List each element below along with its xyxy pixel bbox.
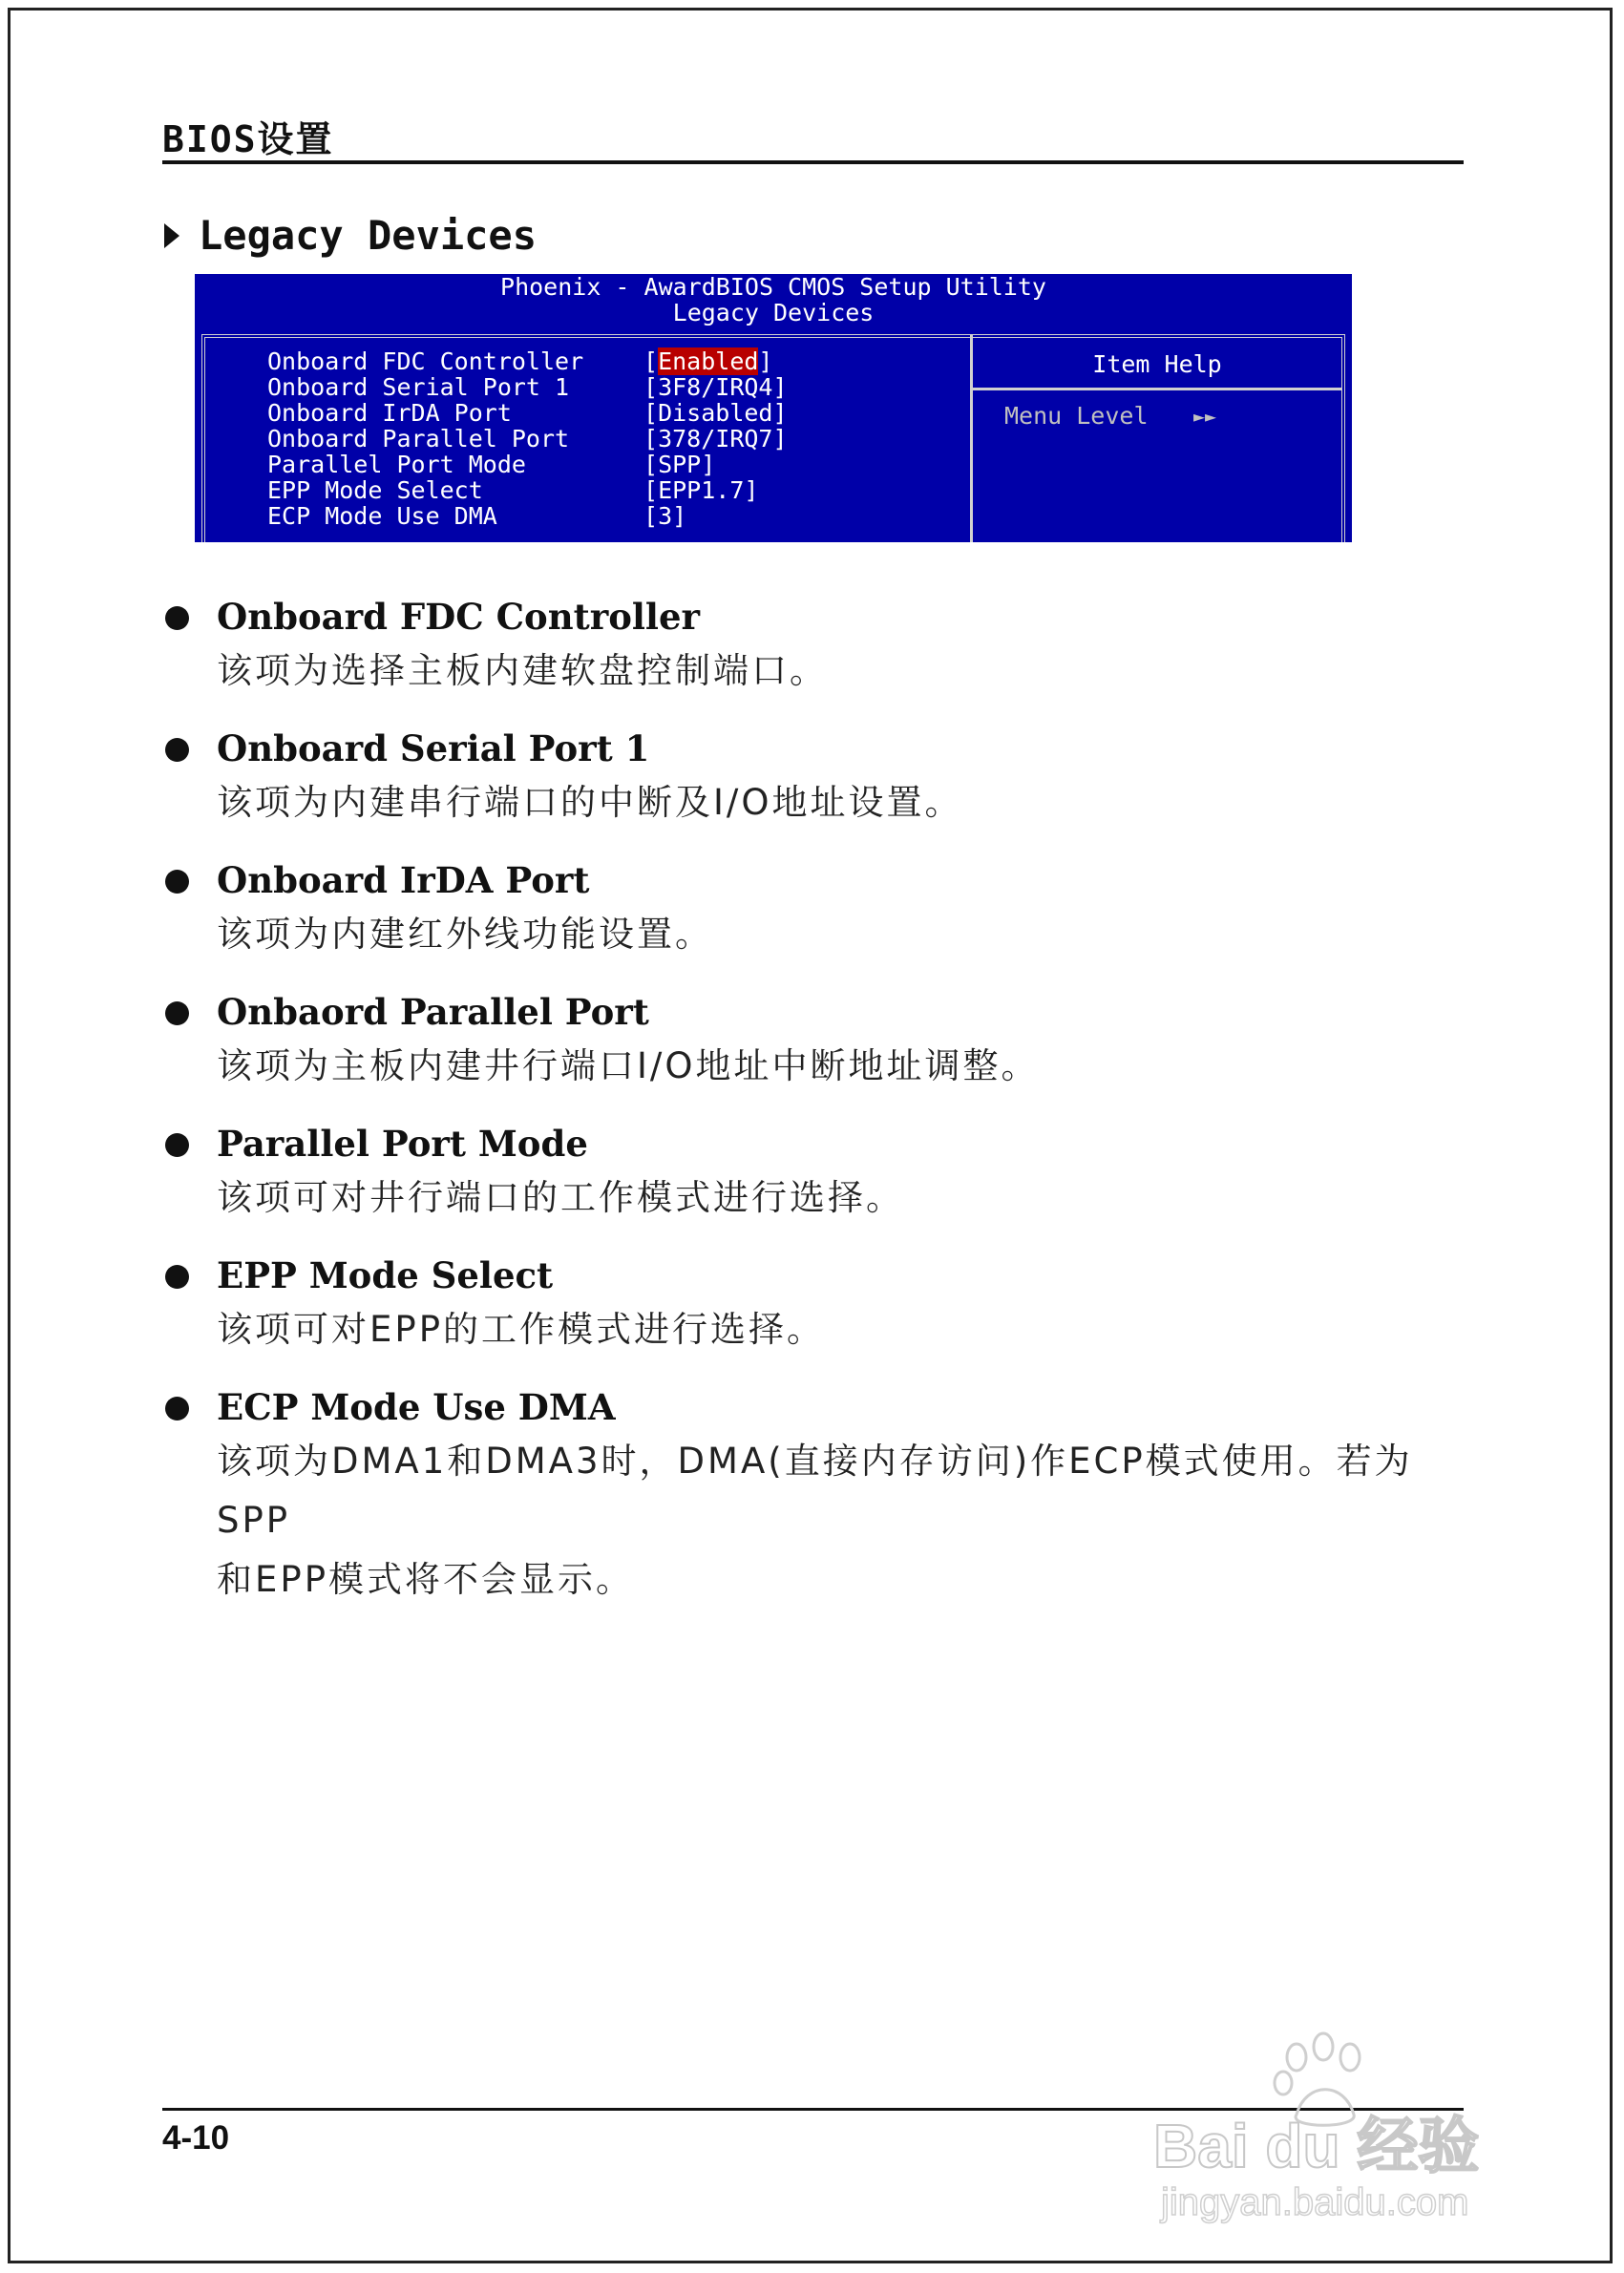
bios-item-ecp-dma[interactable]: ECP Mode Use DMA <box>267 502 497 530</box>
item-description: 和EPP模式将不会显示。 <box>217 1559 635 1600</box>
item-description: 该项为内建串行端口的中断及I/O地址设置。 <box>217 782 963 823</box>
bios-value-parallel-port[interactable]: [378/IRQ7] <box>643 425 788 452</box>
item-description: 该项为主板内建井行端口I/O地址中断地址调整。 <box>217 1045 1040 1086</box>
bios-item-fdc-controller[interactable]: Onboard FDC Controller <box>267 347 584 375</box>
bullet-icon <box>165 1397 189 1421</box>
bios-value-serial-port[interactable]: [3F8/IRQ4] <box>643 373 788 401</box>
bullet-icon <box>165 1133 189 1157</box>
item-term: Onboard Serial Port 1 <box>217 727 650 769</box>
list-item <box>162 724 1461 832</box>
page-header: BIOS设置 <box>162 118 334 160</box>
list-item <box>162 1119 1461 1228</box>
list-item <box>162 1382 1461 1610</box>
item-term: Onboard IrDA Port <box>217 859 590 901</box>
bios-value-irda-port[interactable]: [Disabled] <box>643 399 788 427</box>
baidu-watermark-logo <box>1153 2024 1535 2224</box>
item-description: 该项为内建红外线功能设置。 <box>217 914 713 955</box>
triangle-bullet-icon <box>164 223 179 248</box>
item-description: 该项为选择主板内建软盘控制端口。 <box>217 650 828 691</box>
list-item <box>162 1251 1461 1359</box>
item-description: 该项可对井行端口的工作模式进行选择。 <box>217 1177 904 1218</box>
page-number: 4-10 <box>162 2119 230 2157</box>
watermark-url: jingyan.baidu.com <box>1161 2181 1469 2223</box>
header-rule <box>162 160 1464 164</box>
item-help-title: Item Help <box>1092 350 1222 378</box>
bios-item-parallel-port[interactable]: Onboard Parallel Port <box>267 425 570 452</box>
help-divider <box>973 388 1341 390</box>
bios-value-parallel-mode[interactable]: [SPP] <box>643 451 716 478</box>
menu-level-arrows-icon: ►► <box>1193 405 1217 428</box>
bios-value-ecp-dma[interactable]: [3] <box>643 502 687 530</box>
item-description: 该项为DMA1和DMA3时，DMA(直接内存访问)作ECP模式使用。若为SPP <box>217 1441 1413 1541</box>
item-term: Onboard FDC Controller <box>217 596 701 638</box>
list-item <box>162 987 1461 1096</box>
bios-title: Phoenix - AwardBIOS CMOS Setup Utility <box>500 274 1046 301</box>
selected-value-highlight: Enabled <box>658 347 759 375</box>
bullet-icon <box>165 870 189 894</box>
list-item <box>162 855 1461 964</box>
description-list <box>162 592 1461 1632</box>
bullet-icon <box>165 606 189 630</box>
item-description: 该项可对EPP的工作模式进行选择。 <box>217 1309 826 1350</box>
bios-item-parallel-mode[interactable]: Parallel Port Mode <box>267 451 526 478</box>
menu-level-label: Menu Level <box>1004 402 1149 430</box>
watermark-text: Bai du 经验 <box>1153 2112 1480 2180</box>
bullet-icon <box>165 1001 189 1025</box>
bios-item-irda-port[interactable]: Onboard IrDA Port <box>267 399 512 427</box>
bios-subtitle: Legacy Devices <box>672 299 875 326</box>
bios-value-fdc-controller[interactable]: [Enabled] <box>643 347 773 375</box>
bios-item-serial-port[interactable]: Onboard Serial Port 1 <box>267 373 570 401</box>
bullet-icon <box>165 738 189 762</box>
item-term: Onbaord Parallel Port <box>217 991 649 1033</box>
item-term: Parallel Port Mode <box>217 1123 588 1165</box>
bullet-icon <box>165 1265 189 1289</box>
list-item <box>162 592 1461 701</box>
bios-value-epp-mode[interactable]: [EPP1.7] <box>643 476 759 504</box>
bios-screenshot <box>195 274 1352 542</box>
section-title: Legacy Devices <box>199 212 538 259</box>
bios-item-epp-mode[interactable]: EPP Mode Select <box>267 476 483 504</box>
item-term: EPP Mode Select <box>217 1254 554 1296</box>
item-term: ECP Mode Use DMA <box>217 1386 616 1428</box>
section-heading <box>164 212 537 259</box>
